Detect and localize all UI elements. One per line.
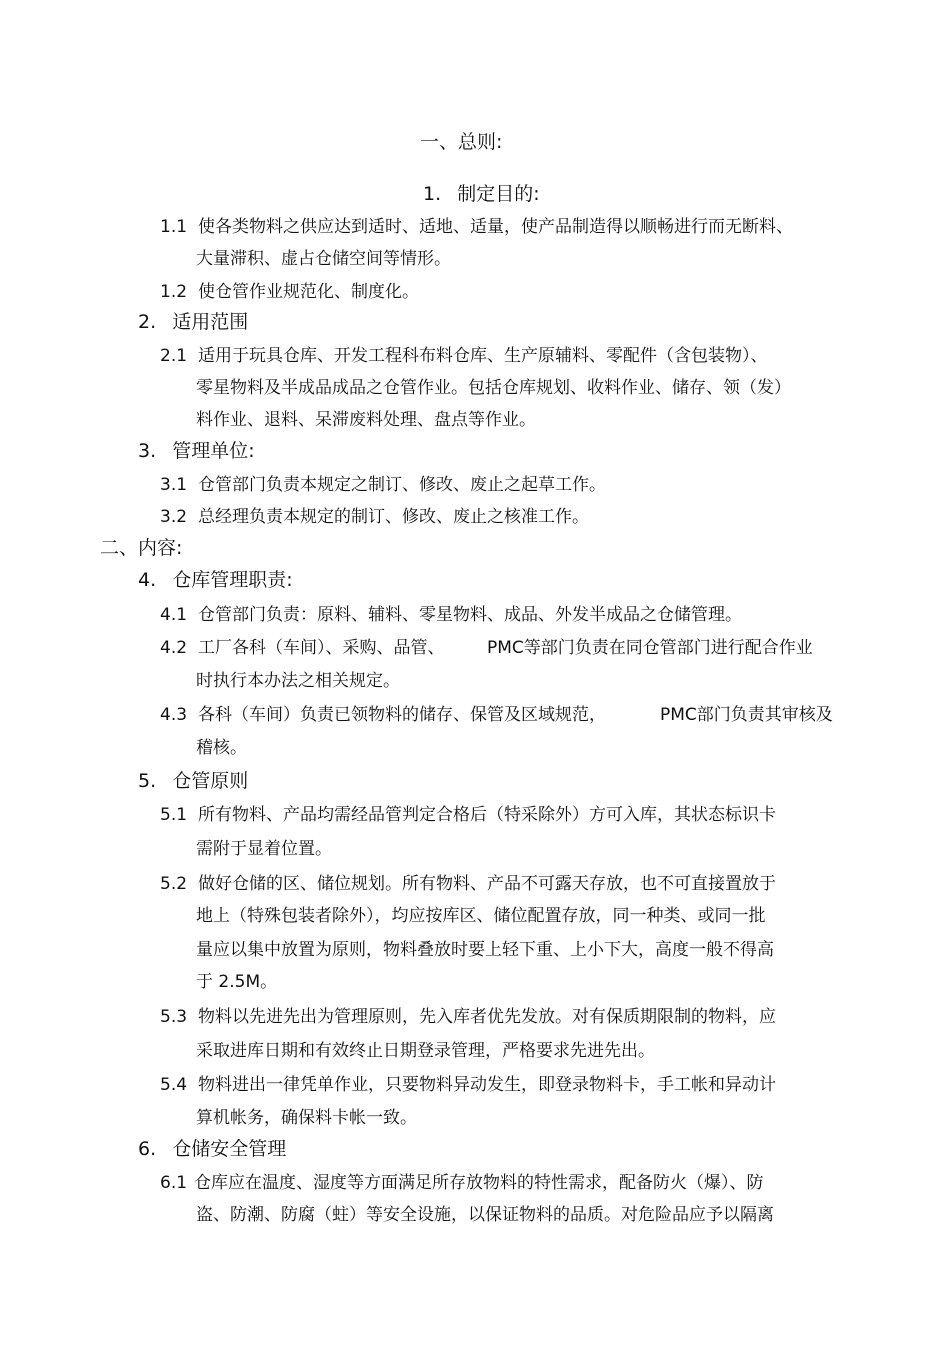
item-4-3-cont: 稽核。 [196,738,247,758]
item-text: 仓管部门负责本规定之制订、修改、废止之起草工作。 [198,475,606,495]
part2-title: 二、内容: [100,537,183,559]
section-5-heading [138,770,248,792]
item-number: 4.1 [160,605,188,625]
section-title: 适用范围 [172,311,249,333]
section-title: 管理单位: [172,440,255,462]
item-4-2-cont: 时执行本办法之相关规定。 [196,671,400,691]
item-3-1 [160,474,606,496]
item-number: 4.3 [160,705,188,725]
section-number: 1. [423,183,442,205]
section-6-heading [138,1138,286,1160]
item-text: 物料以先进先出为管理原则，先入库者优先发放。对有保质期限制的物料，应 [198,1007,776,1027]
item-number: 5.1 [160,805,188,825]
section-2-heading [138,311,248,333]
item-6-1 [160,1172,764,1194]
item-number: 3.1 [160,475,188,495]
item-5-2 [160,873,776,895]
item-4-3-text-b: PMC部门负责其审核及 [660,705,833,725]
item-5-3 [160,1006,776,1028]
item-2-1-cont: 料作业、退料、呆滞废料处理、盘点等作业。 [196,410,536,430]
item-number: 1.1 [160,217,188,237]
part1-title: 一、总则: [420,131,503,153]
item-text: 仓库应在温度、湿度等方面满足所存放物料的特性需求，配备防火（爆）、防 [194,1173,764,1193]
item-6-1-cont: 盗、防潮、防腐（蛀）等安全设施，以保证物料的品质。对危险品应予以隔离 [196,1205,774,1225]
item-5-1 [160,804,776,826]
item-number: 6.1 [160,1173,188,1193]
item-number: 1.2 [160,282,188,302]
item-3-2 [160,506,589,528]
section-number: 3. [138,440,157,462]
section-4-heading [138,569,293,591]
item-4-3 [160,704,606,726]
section-title: 仓管原则 [172,770,249,792]
item-5-2-cont: 于 2.5M。 [196,972,278,992]
item-number: 5.3 [160,1007,188,1027]
item-text: 做好仓储的区、储位规划。所有物料、产品不可露天存放，也不可直接置放于 [198,874,776,894]
item-text: 仓管部门负责：原料、辅料、零星物料、成品、外发半成品之仓储管理。 [198,605,742,625]
item-4-2-text-b: PMC等部门负责在同仓管部门进行配合作业 [487,638,813,658]
item-text: 所有物料、产品均需经品管判定合格后（特采除外）方可入库，其状态标识卡 [198,805,776,825]
item-text: 各科（车间）负责已领物料的储存、保管及区域规范， [198,705,606,725]
section-number: 5. [138,770,157,792]
section-1-heading [423,183,540,205]
item-text: 物料进出一律凭单作业，只要物料异动发生，即登录物料卡，手工帐和异动计 [198,1075,776,1095]
item-number: 5.4 [160,1075,188,1095]
section-number: 2. [138,311,157,333]
item-text: 总经理负责本规定的制订、修改、废止之核准工作。 [198,507,589,527]
item-1-1-cont: 大量滞积、虚占仓储空间等情形。 [196,249,451,269]
item-5-4 [160,1074,776,1096]
item-number: 2.1 [160,346,188,366]
item-1-2 [160,281,419,303]
item-4-2 [160,637,445,659]
item-5-1-cont: 需附于显着位置。 [196,839,332,859]
item-5-2-cont: 量应以集中放置为原则，物料叠放时要上轻下重、上小下大，高度一般不得高 [196,940,774,960]
item-5-2-cont: 地上（特殊包装者除外），均应按库区、储位配置存放，同一种类、或同一批 [196,906,766,926]
item-text: 工厂各科（车间）、采购、品管、 [198,638,445,658]
item-number: 5.2 [160,874,188,894]
item-1-1 [160,216,793,238]
item-text: 适用于玩具仓库、开发工程科布料仓库、生产原辅料、零配件（含包装物）、 [198,346,768,366]
section-3-heading [138,440,255,462]
section-number: 4. [138,569,157,591]
item-2-1 [160,345,768,367]
item-number: 4.2 [160,638,188,658]
item-2-1-cont: 零星物料及半成品成品之仓管作业。包括仓库规划、收料作业、储存、领（发） [196,378,791,398]
item-text: 使仓管作业规范化、制度化。 [198,282,419,302]
item-text: 使各类物料之供应达到适时、适地、适量，使产品制造得以顺畅进行而无断料、 [198,217,793,237]
section-title: 仓库管理职责: [172,569,293,591]
item-number: 3.2 [160,507,188,527]
item-4-1 [160,604,742,626]
section-title: 制定目的: [457,183,540,205]
section-title: 仓储安全管理 [172,1138,287,1160]
item-5-4-cont: 算机帐务，确保料卡帐一致。 [196,1108,417,1128]
item-5-3-cont: 采取进库日期和有效终止日期登录管理，严格要求先进先出。 [196,1041,655,1061]
section-number: 6. [138,1138,157,1160]
